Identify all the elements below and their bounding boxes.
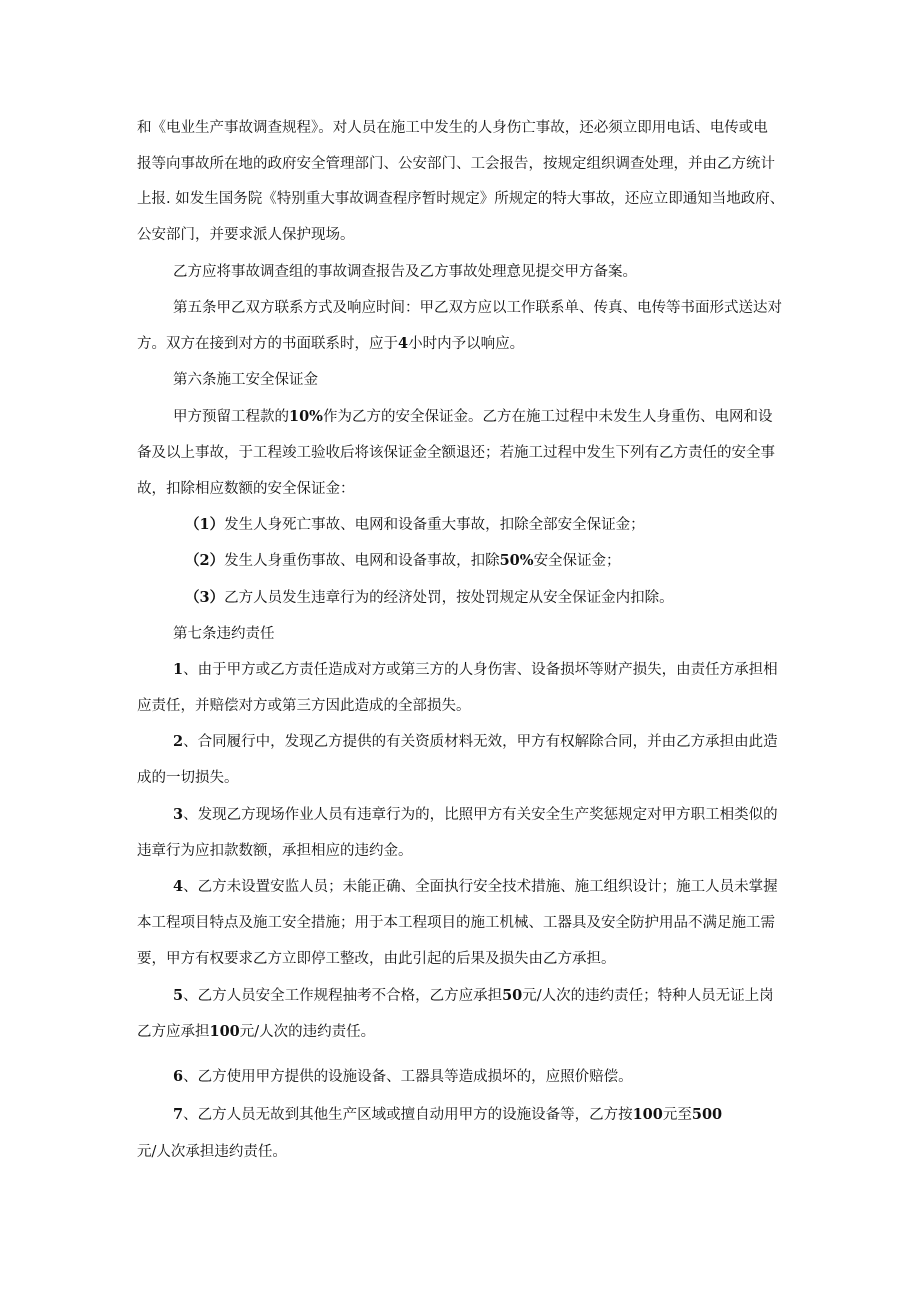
clause-1-line: 应责任，并赔偿对方或第三方因此造成的全部损失。 xyxy=(137,698,471,714)
clause-4-line: 本工程项目特点及施工安全措施；用于本工程项目的施工机械、工器具及安全防护用品不满足施工需 xyxy=(137,915,775,931)
article-6-line: 备及以上事故，于工程竣工验收后将该保证金全额退还；若施工过程中发生下列有乙方责任的安全事 xyxy=(137,445,775,461)
hours-number: 4 xyxy=(398,335,409,352)
clause-7: 7、乙方人员无故到其他生产区域或擅自动用甲方的设施设备等，乙方按100元至500 xyxy=(173,1106,723,1123)
text-line: 上报. 如发生国务院《特别重大事故调查程序暂时规定》所规定的特大事故，还应立即通知当地政府、 xyxy=(137,191,785,207)
list-item: （1）发生人身死亡事故、电网和设备重大事故，扣除全部安全保证金； xyxy=(185,516,645,533)
clause-4: 4、乙方未设置安监人员；未能正确、全面执行安全技术措施、施工组织设计；施工人员未掌握 xyxy=(173,878,778,895)
percent-number: 10% xyxy=(289,408,323,425)
clause-5-line: 乙方应承担100元/人次的违约责任。 xyxy=(137,1023,376,1040)
article-6-heading: 第六条施工安全保证金 xyxy=(173,372,318,388)
text-line: 公安部门，并要求派人保护现场。 xyxy=(137,227,355,243)
article-5-line: 方。双方在接到对方的书面联系时，应于4小时内予以响应。 xyxy=(137,335,525,352)
list-item: （3）乙方人员发生违章行为的经济处罚，按处罚规定从安全保证金内扣除。 xyxy=(185,589,674,606)
clause-7-line: 元/人次承担违约责任。 xyxy=(137,1144,287,1160)
clause-2-line: 成的一切损失。 xyxy=(137,770,239,786)
article-6-line: 甲方预留工程款的10%作为乙方的安全保证金。乙方在施工过程中未发生人身重伤、电网和设 xyxy=(173,408,773,425)
clause-4-line: 要，甲方有权要求乙方立即停工整改，由此引起的后果及损失由乙方承担。 xyxy=(137,951,616,967)
text-line: 乙方应将事故调查组的事故调查报告及乙方事故处理意见提交甲方备案。 xyxy=(173,264,637,280)
text-line: 报等向事故所在地的政府安全管理部门、公安部门、工会报告，按规定组织调查处理，并由乙方统计 xyxy=(137,156,775,172)
article-5-line: 第五条甲乙双方联系方式及响应时间：甲乙双方应以工作联系单、传真、电传等书面形式送达对 xyxy=(173,300,782,316)
article-7-heading: 第七条违约责任 xyxy=(173,626,275,642)
text-line: 和《电业生产事故调查规程》。对人员在施工中发生的人身伤亡事故，还必须立即用电话、电传或电 xyxy=(137,120,768,136)
clause-1: 1、由于甲方或乙方责任造成对方或第三方的人身伤害、设备损坏等财产损失，由责任方承担相 xyxy=(173,661,778,678)
clause-3: 3、发现乙方现场作业人员有违章行为的，比照甲方有关安全生产奖惩规定对甲方职工相类似的 xyxy=(173,806,778,823)
article-6-line: 故，扣除相应数额的安全保证金： xyxy=(137,481,355,497)
list-item: （2）发生人身重伤事故、电网和设备事故，扣除50%安全保证金； xyxy=(185,552,621,569)
clause-5: 5、乙方人员安全工作规程抽考不合格，乙方应承担50元/人次的违约责任；特种人员无证上岗 xyxy=(173,987,774,1004)
clause-3-line: 违章行为应扣款数额，承担相应的违约金。 xyxy=(137,843,413,859)
clause-6: 6、乙方使用甲方提供的设施设备、工器具等造成损坏的，应照价赔偿。 xyxy=(173,1068,633,1085)
clause-2: 2、合同履行中，发现乙方提供的有关资质材料无效，甲方有权解除合同，并由乙方承担由此造 xyxy=(173,733,778,750)
